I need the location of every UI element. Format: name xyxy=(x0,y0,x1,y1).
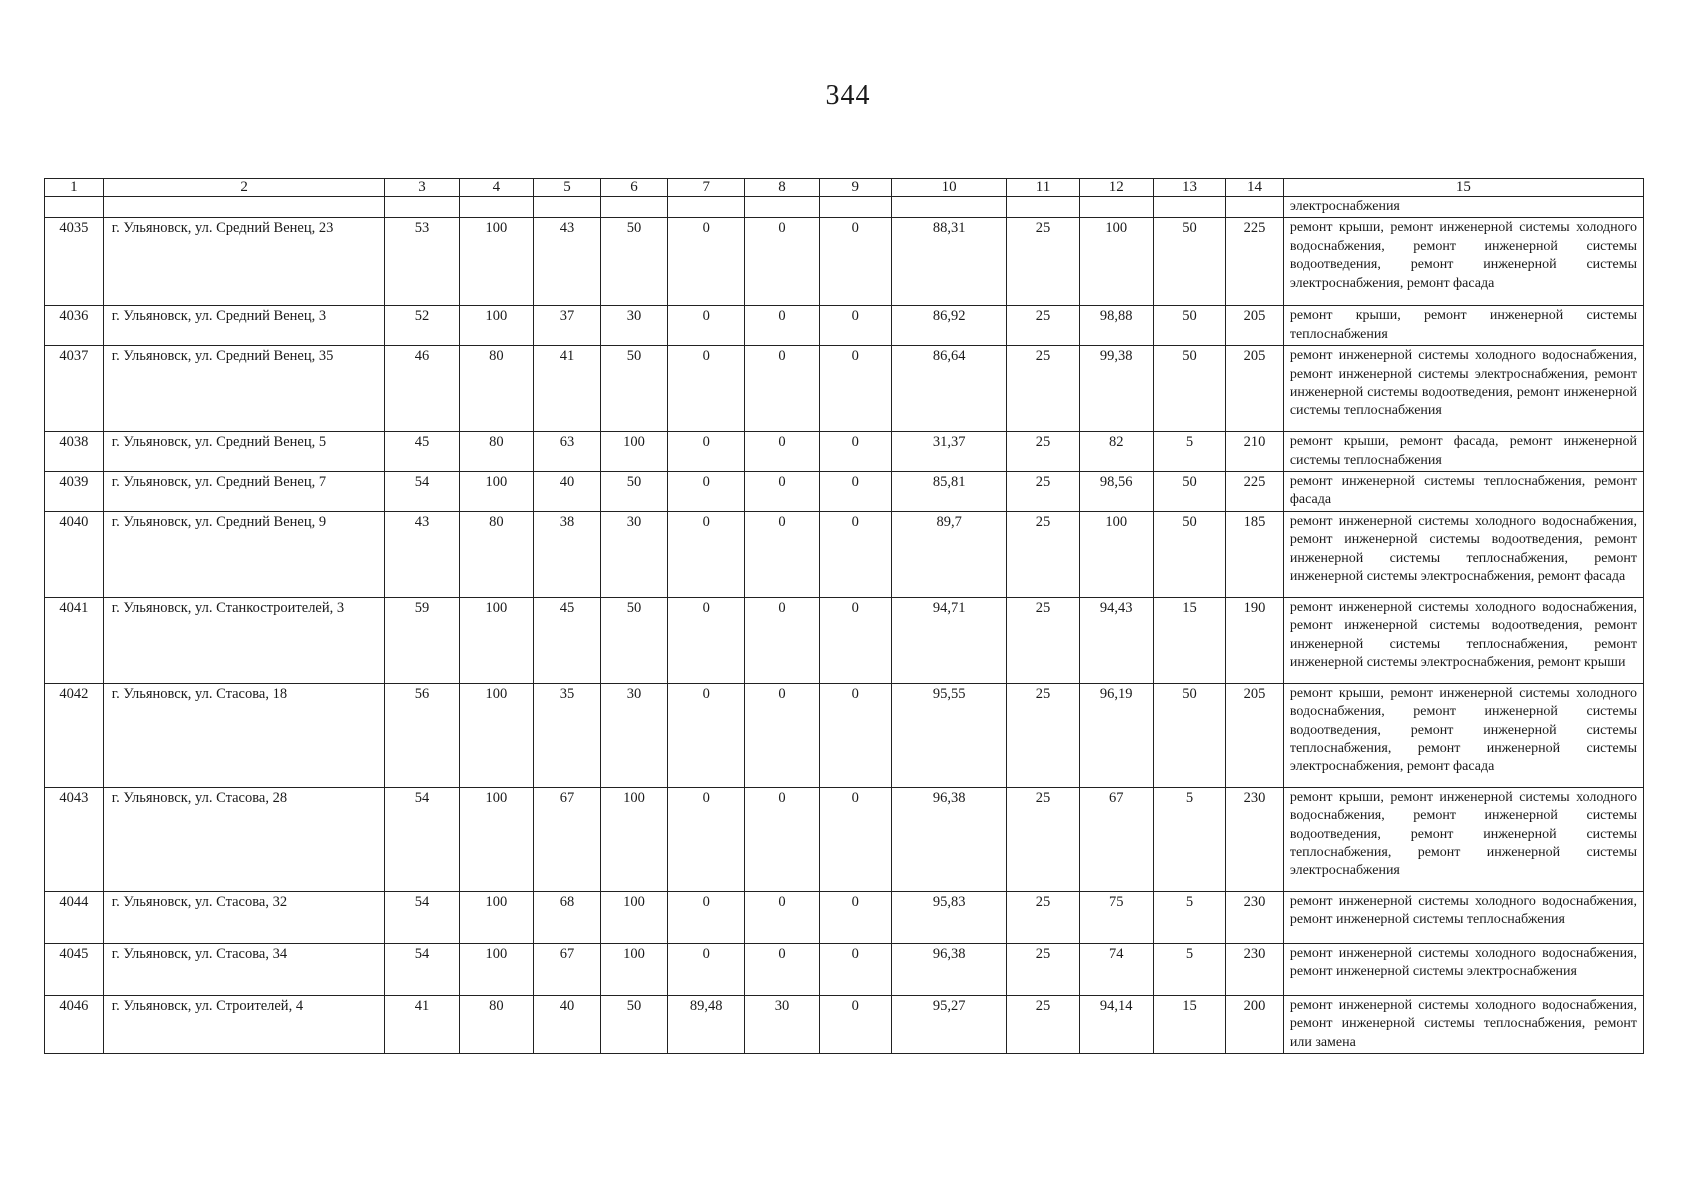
value-cell-9: 0 xyxy=(819,511,891,597)
works-cell: ремонт крыши, ремонт инженерной системы теплоснабжения xyxy=(1283,306,1643,346)
works-cell: ремонт инженерной системы холодного водоснабжения, ремонт инженерной системы электроснабжения xyxy=(1283,943,1643,995)
value-cell-3: 54 xyxy=(385,891,459,943)
value-cell-4: 80 xyxy=(459,432,533,472)
value-cell-6: 50 xyxy=(601,346,668,432)
value-cell-13: 50 xyxy=(1153,306,1225,346)
value-cell-9: 0 xyxy=(819,218,891,306)
value-cell-12: 75 xyxy=(1079,891,1153,943)
value-cell-10: 89,7 xyxy=(891,511,1007,597)
value-cell-13: 50 xyxy=(1153,472,1225,512)
column-number-header: 6 xyxy=(601,179,668,197)
row-number: 4043 xyxy=(45,787,104,891)
table-row xyxy=(45,306,1644,346)
column-number-header: 3 xyxy=(385,179,459,197)
value-cell-4: 100 xyxy=(459,787,533,891)
continued-row xyxy=(45,197,1644,218)
value-cell-7: 0 xyxy=(668,346,745,432)
value-cell-11: 25 xyxy=(1007,995,1079,1053)
value-cell-3: 45 xyxy=(385,432,459,472)
value-cell-3: 46 xyxy=(385,346,459,432)
value-cell-6: 30 xyxy=(601,683,668,787)
value-cell-9: 0 xyxy=(819,346,891,432)
value-cell-7: 0 xyxy=(668,218,745,306)
value-cell-11: 25 xyxy=(1007,218,1079,306)
continued-works-text: электроснабжения xyxy=(1283,197,1643,218)
value-cell-12: 98,88 xyxy=(1079,306,1153,346)
value-cell-6: 100 xyxy=(601,787,668,891)
value-cell-12: 96,19 xyxy=(1079,683,1153,787)
value-cell-9: 0 xyxy=(819,432,891,472)
value-cell-14: 225 xyxy=(1226,218,1284,306)
value-cell-8: 0 xyxy=(745,891,819,943)
cell xyxy=(103,197,385,218)
table-row xyxy=(45,787,1644,891)
value-cell-14: 185 xyxy=(1226,511,1284,597)
value-cell-7: 0 xyxy=(668,787,745,891)
row-number: 4039 xyxy=(45,472,104,512)
cell xyxy=(745,197,819,218)
value-cell-5: 45 xyxy=(533,597,600,683)
value-cell-7: 0 xyxy=(668,472,745,512)
column-number-header: 13 xyxy=(1153,179,1225,197)
column-number-header: 11 xyxy=(1007,179,1079,197)
value-cell-10: 95,83 xyxy=(891,891,1007,943)
cell xyxy=(819,197,891,218)
value-cell-9: 0 xyxy=(819,787,891,891)
value-cell-4: 80 xyxy=(459,995,533,1053)
value-cell-11: 25 xyxy=(1007,472,1079,512)
table-row xyxy=(45,218,1644,306)
address-cell: г. Ульяновск, ул. Средний Венец, 7 xyxy=(103,472,385,512)
value-cell-8: 0 xyxy=(745,787,819,891)
value-cell-3: 41 xyxy=(385,995,459,1053)
value-cell-8: 0 xyxy=(745,432,819,472)
value-cell-12: 99,38 xyxy=(1079,346,1153,432)
address-cell: г. Ульяновск, ул. Стасова, 28 xyxy=(103,787,385,891)
value-cell-13: 15 xyxy=(1153,597,1225,683)
value-cell-7: 0 xyxy=(668,891,745,943)
value-cell-5: 35 xyxy=(533,683,600,787)
value-cell-4: 80 xyxy=(459,346,533,432)
table-row xyxy=(45,597,1644,683)
column-number-header: 7 xyxy=(668,179,745,197)
value-cell-6: 50 xyxy=(601,995,668,1053)
table-row xyxy=(45,511,1644,597)
address-cell: г. Ульяновск, ул. Средний Венец, 5 xyxy=(103,432,385,472)
value-cell-6: 50 xyxy=(601,597,668,683)
value-cell-11: 25 xyxy=(1007,511,1079,597)
table-row xyxy=(45,346,1644,432)
value-cell-6: 50 xyxy=(601,472,668,512)
works-cell: ремонт инженерной системы холодного водоснабжения, ремонт инженерной системы водоотведения, ремонт инженерной системы теплоснабжения, ремонт инженерной системы электроснабжения, ремонт фасада xyxy=(1283,511,1643,597)
value-cell-12: 82 xyxy=(1079,432,1153,472)
value-cell-8: 0 xyxy=(745,218,819,306)
works-cell: ремонт инженерной системы холодного водоснабжения, ремонт инженерной системы теплоснабжения xyxy=(1283,891,1643,943)
column-number-header: 12 xyxy=(1079,179,1153,197)
value-cell-9: 0 xyxy=(819,995,891,1053)
value-cell-9: 0 xyxy=(819,306,891,346)
column-number-header: 1 xyxy=(45,179,104,197)
value-cell-9: 0 xyxy=(819,943,891,995)
value-cell-6: 100 xyxy=(601,432,668,472)
value-cell-11: 25 xyxy=(1007,787,1079,891)
cell xyxy=(1007,197,1079,218)
value-cell-14: 210 xyxy=(1226,432,1284,472)
address-cell: г. Ульяновск, ул. Стасова, 32 xyxy=(103,891,385,943)
cell xyxy=(1153,197,1225,218)
value-cell-5: 38 xyxy=(533,511,600,597)
address-cell: г. Ульяновск, ул. Строителей, 4 xyxy=(103,995,385,1053)
column-number-header: 8 xyxy=(745,179,819,197)
value-cell-7: 0 xyxy=(668,432,745,472)
value-cell-4: 100 xyxy=(459,472,533,512)
column-number-header: 15 xyxy=(1283,179,1643,197)
value-cell-4: 100 xyxy=(459,306,533,346)
value-cell-10: 96,38 xyxy=(891,943,1007,995)
row-number: 4041 xyxy=(45,597,104,683)
value-cell-3: 53 xyxy=(385,218,459,306)
value-cell-3: 59 xyxy=(385,597,459,683)
value-cell-14: 205 xyxy=(1226,346,1284,432)
value-cell-11: 25 xyxy=(1007,683,1079,787)
value-cell-8: 30 xyxy=(745,995,819,1053)
value-cell-14: 200 xyxy=(1226,995,1284,1053)
value-cell-10: 95,27 xyxy=(891,995,1007,1053)
value-cell-7: 89,48 xyxy=(668,995,745,1053)
row-number: 4036 xyxy=(45,306,104,346)
address-cell: г. Ульяновск, ул. Средний Венец, 9 xyxy=(103,511,385,597)
address-cell: г. Ульяновск, ул. Станкостроителей, 3 xyxy=(103,597,385,683)
column-number-header: 4 xyxy=(459,179,533,197)
column-number-row xyxy=(45,179,1644,197)
cell xyxy=(1226,197,1284,218)
value-cell-6: 100 xyxy=(601,891,668,943)
value-cell-14: 205 xyxy=(1226,306,1284,346)
value-cell-4: 80 xyxy=(459,511,533,597)
value-cell-13: 50 xyxy=(1153,218,1225,306)
works-cell: ремонт инженерной системы холодного водоснабжения, ремонт инженерной системы теплоснабжения, ремонт или замена xyxy=(1283,995,1643,1053)
value-cell-4: 100 xyxy=(459,891,533,943)
value-cell-14: 230 xyxy=(1226,943,1284,995)
value-cell-5: 37 xyxy=(533,306,600,346)
value-cell-3: 52 xyxy=(385,306,459,346)
address-cell: г. Ульяновск, ул. Средний Венец, 3 xyxy=(103,306,385,346)
value-cell-10: 86,92 xyxy=(891,306,1007,346)
value-cell-9: 0 xyxy=(819,683,891,787)
row-number: 4040 xyxy=(45,511,104,597)
value-cell-11: 25 xyxy=(1007,306,1079,346)
value-cell-7: 0 xyxy=(668,943,745,995)
row-number: 4042 xyxy=(45,683,104,787)
column-number-header: 14 xyxy=(1226,179,1284,197)
works-cell: ремонт крыши, ремонт инженерной системы холодного водоснабжения, ремонт инженерной системы водоотведения, ремонт инженерной системы теплоснабжения, ремонт инженерной системы электроснабжения xyxy=(1283,787,1643,891)
column-number-header: 5 xyxy=(533,179,600,197)
column-number-header: 2 xyxy=(103,179,385,197)
value-cell-4: 100 xyxy=(459,683,533,787)
row-number: 4038 xyxy=(45,432,104,472)
table-row xyxy=(45,891,1644,943)
value-cell-5: 40 xyxy=(533,472,600,512)
works-cell: ремонт инженерной системы холодного водоснабжения, ремонт инженерной системы электроснабжения, ремонт инженерной системы водоотведения, ремонт инженерной системы теплоснабжения xyxy=(1283,346,1643,432)
works-cell: ремонт крыши, ремонт инженерной системы холодного водоснабжения, ремонт инженерной системы водоотведения, ремонт инженерной системы теплоснабжения, ремонт инженерной системы электроснабжения, ремонт фасада xyxy=(1283,683,1643,787)
cell xyxy=(601,197,668,218)
row-number: 4045 xyxy=(45,943,104,995)
cell xyxy=(45,197,104,218)
row-number: 4046 xyxy=(45,995,104,1053)
value-cell-8: 0 xyxy=(745,511,819,597)
address-cell: г. Ульяновск, ул. Стасова, 18 xyxy=(103,683,385,787)
value-cell-10: 94,71 xyxy=(891,597,1007,683)
value-cell-10: 85,81 xyxy=(891,472,1007,512)
address-cell: г. Ульяновск, ул. Стасова, 34 xyxy=(103,943,385,995)
value-cell-10: 86,64 xyxy=(891,346,1007,432)
cell xyxy=(385,197,459,218)
cell xyxy=(668,197,745,218)
value-cell-12: 94,14 xyxy=(1079,995,1153,1053)
value-cell-13: 5 xyxy=(1153,787,1225,891)
value-cell-5: 41 xyxy=(533,346,600,432)
value-cell-6: 30 xyxy=(601,511,668,597)
value-cell-10: 95,55 xyxy=(891,683,1007,787)
value-cell-10: 88,31 xyxy=(891,218,1007,306)
works-cell: ремонт крыши, ремонт фасада, ремонт инженерной системы теплоснабжения xyxy=(1283,432,1643,472)
row-number: 4044 xyxy=(45,891,104,943)
works-cell: ремонт инженерной системы холодного водоснабжения, ремонт инженерной системы водоотведения, ремонт инженерной системы теплоснабжения, ремонт инженерной системы электроснабжения, ремонт крыши xyxy=(1283,597,1643,683)
value-cell-14: 230 xyxy=(1226,787,1284,891)
table-row xyxy=(45,472,1644,512)
value-cell-3: 56 xyxy=(385,683,459,787)
value-cell-12: 67 xyxy=(1079,787,1153,891)
value-cell-13: 5 xyxy=(1153,891,1225,943)
page-number: 344 xyxy=(825,80,871,111)
register-table xyxy=(44,178,1644,1054)
value-cell-10: 96,38 xyxy=(891,787,1007,891)
value-cell-9: 0 xyxy=(819,597,891,683)
cell xyxy=(533,197,600,218)
value-cell-12: 98,56 xyxy=(1079,472,1153,512)
value-cell-12: 100 xyxy=(1079,511,1153,597)
value-cell-7: 0 xyxy=(668,683,745,787)
value-cell-6: 30 xyxy=(601,306,668,346)
value-cell-8: 0 xyxy=(745,683,819,787)
value-cell-4: 100 xyxy=(459,597,533,683)
works-cell: ремонт крыши, ремонт инженерной системы холодного водоснабжения, ремонт инженерной системы водоотведения, ремонт инженерной системы электроснабжения, ремонт фасада xyxy=(1283,218,1643,306)
works-cell: ремонт инженерной системы теплоснабжения, ремонт фасада xyxy=(1283,472,1643,512)
value-cell-7: 0 xyxy=(668,597,745,683)
value-cell-11: 25 xyxy=(1007,891,1079,943)
value-cell-11: 25 xyxy=(1007,432,1079,472)
value-cell-3: 54 xyxy=(385,472,459,512)
value-cell-8: 0 xyxy=(745,306,819,346)
value-cell-6: 100 xyxy=(601,943,668,995)
value-cell-11: 25 xyxy=(1007,597,1079,683)
value-cell-3: 54 xyxy=(385,787,459,891)
cell xyxy=(891,197,1007,218)
value-cell-9: 0 xyxy=(819,891,891,943)
value-cell-5: 68 xyxy=(533,891,600,943)
table-row xyxy=(45,683,1644,787)
address-cell: г. Ульяновск, ул. Средний Венец, 35 xyxy=(103,346,385,432)
value-cell-14: 225 xyxy=(1226,472,1284,512)
value-cell-13: 5 xyxy=(1153,943,1225,995)
value-cell-13: 50 xyxy=(1153,683,1225,787)
cell xyxy=(1079,197,1153,218)
row-number: 4035 xyxy=(45,218,104,306)
table-row xyxy=(45,432,1644,472)
value-cell-3: 43 xyxy=(385,511,459,597)
value-cell-5: 67 xyxy=(533,787,600,891)
value-cell-8: 0 xyxy=(745,472,819,512)
value-cell-8: 0 xyxy=(745,346,819,432)
value-cell-11: 25 xyxy=(1007,943,1079,995)
value-cell-14: 230 xyxy=(1226,891,1284,943)
value-cell-7: 0 xyxy=(668,306,745,346)
value-cell-9: 0 xyxy=(819,472,891,512)
value-cell-12: 94,43 xyxy=(1079,597,1153,683)
value-cell-8: 0 xyxy=(745,597,819,683)
value-cell-12: 74 xyxy=(1079,943,1153,995)
value-cell-4: 100 xyxy=(459,943,533,995)
value-cell-5: 67 xyxy=(533,943,600,995)
value-cell-7: 0 xyxy=(668,511,745,597)
column-number-header: 10 xyxy=(891,179,1007,197)
value-cell-3: 54 xyxy=(385,943,459,995)
value-cell-10: 31,37 xyxy=(891,432,1007,472)
value-cell-11: 25 xyxy=(1007,346,1079,432)
address-cell: г. Ульяновск, ул. Средний Венец, 23 xyxy=(103,218,385,306)
value-cell-13: 15 xyxy=(1153,995,1225,1053)
value-cell-12: 100 xyxy=(1079,218,1153,306)
value-cell-13: 5 xyxy=(1153,432,1225,472)
value-cell-13: 50 xyxy=(1153,346,1225,432)
value-cell-8: 0 xyxy=(745,943,819,995)
value-cell-5: 40 xyxy=(533,995,600,1053)
table-row xyxy=(45,995,1644,1053)
value-cell-14: 190 xyxy=(1226,597,1284,683)
value-cell-14: 205 xyxy=(1226,683,1284,787)
table-row xyxy=(45,943,1644,995)
row-number: 4037 xyxy=(45,346,104,432)
value-cell-5: 63 xyxy=(533,432,600,472)
cell xyxy=(459,197,533,218)
value-cell-6: 50 xyxy=(601,218,668,306)
value-cell-13: 50 xyxy=(1153,511,1225,597)
column-number-header: 9 xyxy=(819,179,891,197)
value-cell-5: 43 xyxy=(533,218,600,306)
value-cell-4: 100 xyxy=(459,218,533,306)
